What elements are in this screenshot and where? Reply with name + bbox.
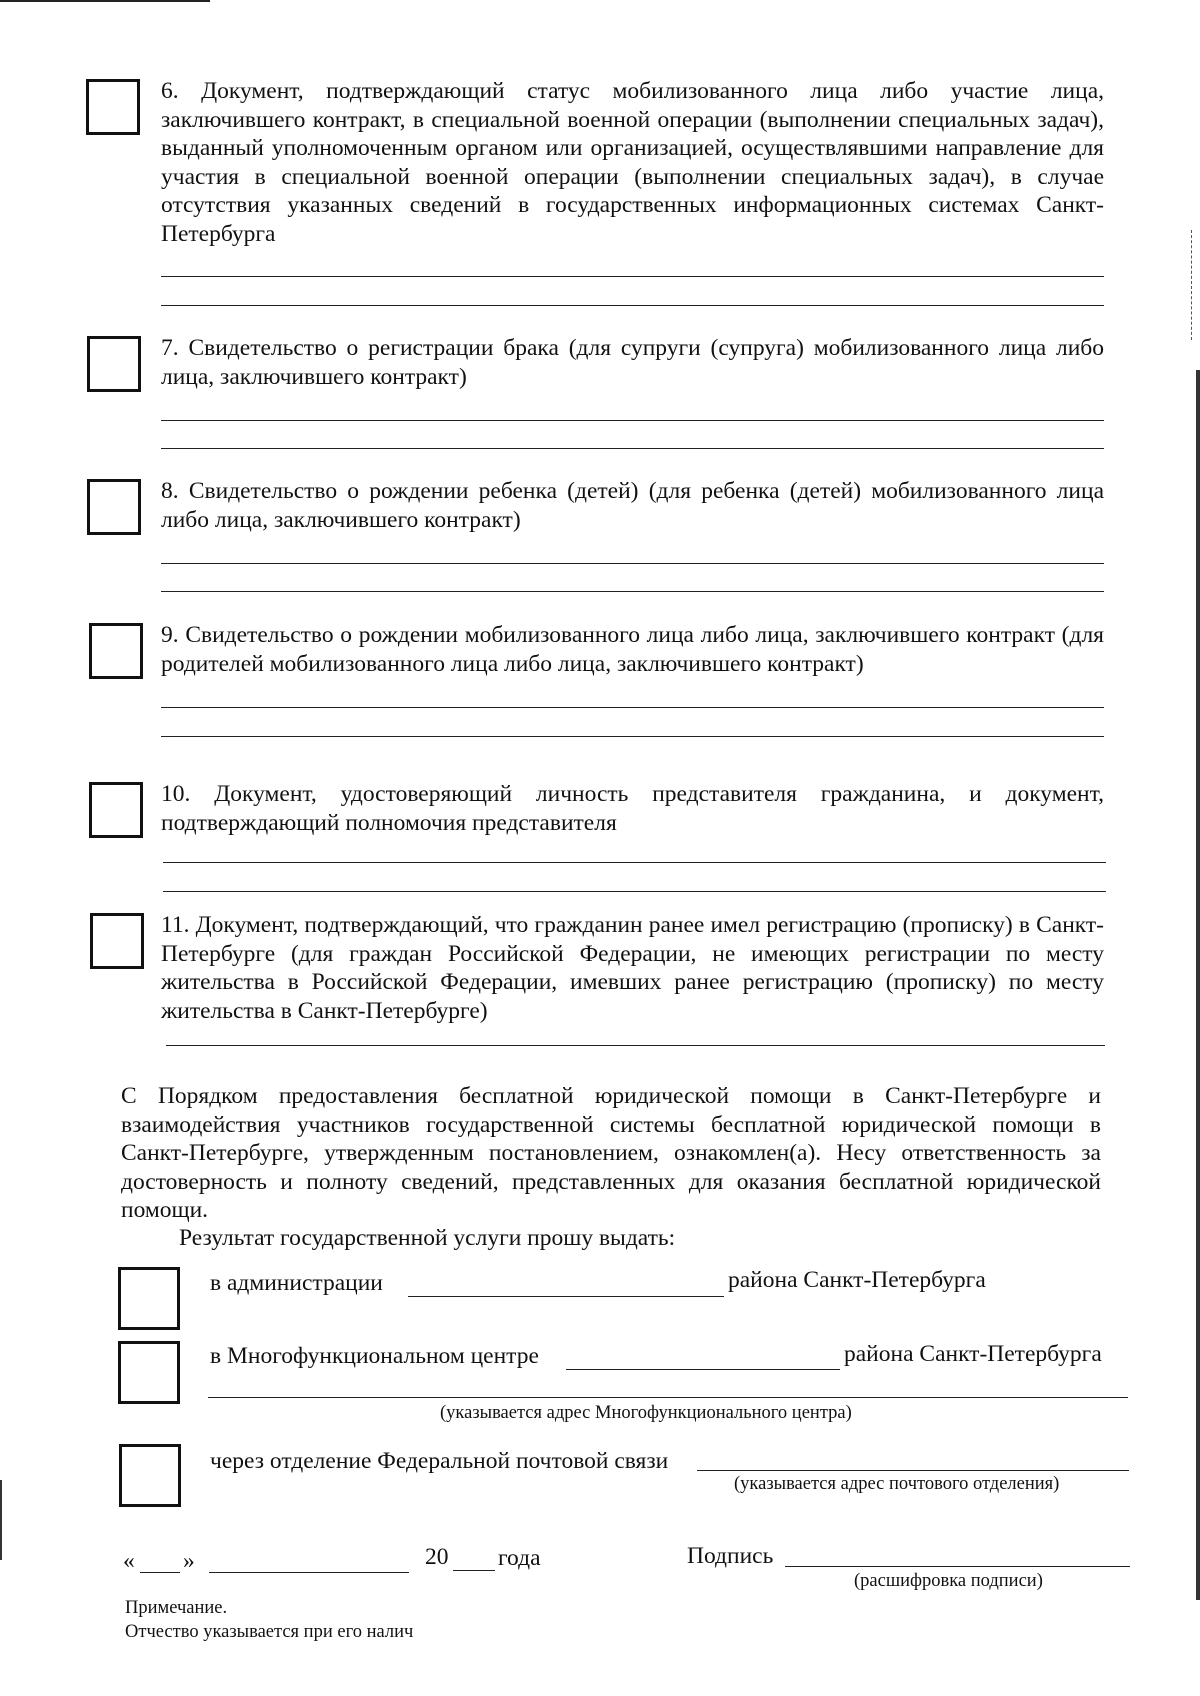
checkbox-item-9[interactable] [89,623,143,679]
post-address-field[interactable] [697,1470,1129,1471]
date-year-field[interactable] [453,1570,495,1571]
item-9-text: 9. Свидетельство о рождении мобилизованного лица либо лица, заключившего контракт (для родителей мобилизованного лица либо лица, заключившего контракт) [161,622,1104,677]
item-11-text: 11. Документ, подтверждающий, что гражданин ранее имел регистрацию (прописку) в Санкт-Петербурге (для граждан Российской Федерации, не имеющих регистрации по месту жительства в Российской Федерации, имевших ранее регистрацию (прописку) по месту жительства в Санкт-Петербурге) [161,912,1104,1024]
note-text: Отчество указывается при его налич [125,1622,414,1642]
post-label: через отделение Федеральной почтовой связи [210,1448,669,1474]
item-9-fill-line-1[interactable] [161,707,1104,708]
item-8-fill-line-2[interactable] [161,591,1104,592]
item-8-text: 8. Свидетельство о рождении ребенка (детей) (для ребенка (детей) мобилизованного лица либо лица, заключившего контракт) [161,478,1104,533]
signature-hint: (расшифровка подписи) [854,1571,1043,1591]
item-6-fill-line-1[interactable] [161,276,1104,277]
item-6-fill-line-2[interactable] [161,305,1104,306]
administration-suffix: района Санкт-Петербурга [728,1267,986,1293]
item-7-fill-line-2[interactable] [161,448,1104,449]
item-10-fill-line-1[interactable] [163,862,1106,863]
checkbox-result-mfc[interactable] [118,1341,180,1404]
signature-field[interactable] [785,1566,1130,1567]
checkbox-item-6[interactable] [86,79,140,135]
date-open-quote: « [123,1548,135,1574]
scan-edge-dots [1190,230,1192,340]
scan-edge-right [1196,370,1200,1600]
checkbox-item-11[interactable] [90,913,144,969]
date-month-field[interactable] [209,1572,409,1573]
mfc-suffix: района Санкт-Петербурга [844,1341,1102,1367]
checkbox-item-10[interactable] [89,782,143,838]
date-year-suffix: года [498,1545,541,1571]
item-7-fill-line-1[interactable] [161,420,1104,421]
result-heading: Результат государственной услуги прошу выдать: [179,1225,676,1251]
top-scan-line [0,0,210,2]
mfc-label: в Многофункциональном центре [210,1343,539,1369]
item-8-fill-line-1[interactable] [161,563,1104,564]
acknowledgement-paragraph: С Порядком предоставления бесплатной юридической помощи в Санкт-Петербурге и взаимодействия участников государственной системы бесплатной юридической помощи в Санкт-Петербурге, утвержденным постановлением, ознакомлен(а). Несу ответственность за достоверность и полноту сведений, представленных для оказания бесплатной юридической помощи. [121,1083,1101,1223]
checkbox-result-administration[interactable] [118,1267,180,1330]
administration-district-field[interactable] [408,1296,724,1297]
mfc-address-field[interactable] [208,1397,1128,1398]
mfc-district-field[interactable] [566,1369,840,1370]
item-10-fill-line-2[interactable] [163,891,1106,892]
item-6-text: 6. Документ, подтверждающий статус мобилизованного лица либо участие лица, заключившего контракт, в специальной военной операции (выполнении специальных задач), выданный уполномоченным органом или организацией, осуществлявшими направление для участия в специальной военной операции (выполнении специальных задач), в случае отсутствия указанных сведений в государственных информационных системах Санкт-Петербурга [161,78,1104,247]
post-address-hint: (указывается адрес почтового отделения) [734,1474,1060,1494]
scan-edge-left [0,1480,2,1560]
item-11-fill-line-1[interactable] [166,1045,1105,1046]
checkbox-item-7[interactable] [87,336,141,392]
item-10-text: 10. Документ, удостоверяющий личность представителя гражданина, и документ, подтверждающий полномочия представителя [161,781,1104,836]
date-close-quote: » [183,1548,195,1574]
item-9-fill-line-2[interactable] [161,736,1104,737]
date-year-prefix: 20 [425,1544,449,1570]
signature-label: Подпись [687,1543,774,1569]
mfc-address-hint: (указывается адрес Многофункционального центра) [440,1403,852,1423]
administration-label: в администрации [210,1270,383,1296]
note-title: Примечание. [125,1598,228,1618]
item-7-text: 7. Свидетельство о регистрации брака (для супруги (супруга) мобилизованного лица либо лица, заключившего контракт) [161,335,1104,390]
checkbox-item-8[interactable] [87,479,141,535]
date-day-field[interactable] [140,1572,180,1573]
checkbox-result-post[interactable] [119,1444,181,1507]
